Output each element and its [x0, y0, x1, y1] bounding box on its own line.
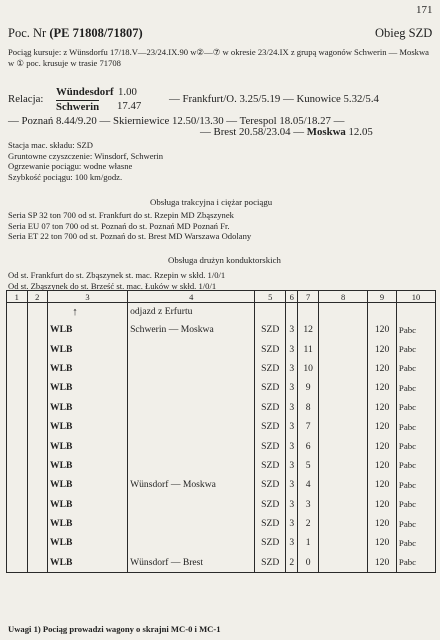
table-cell: [7, 553, 28, 573]
table-cell: SZD: [255, 417, 286, 436]
route3-a: — Brest 20.58/23.04 —: [200, 126, 307, 138]
table-cell: Pabc: [396, 339, 435, 358]
table-cell: [128, 339, 255, 358]
table-cell: [27, 553, 48, 573]
column-header: 6: [286, 291, 298, 303]
table-cell: SZD: [255, 339, 286, 358]
table-cell: [128, 514, 255, 533]
table-cell: SZD: [255, 456, 286, 475]
table-row: [7, 417, 436, 436]
table-cell: Pabc: [396, 378, 435, 397]
departure-note: odjazd z Erfurtu: [128, 303, 255, 321]
relacja-origin-1: Wündesdorf: [56, 86, 114, 98]
table-cell: [128, 456, 255, 475]
table-cell: Pabc: [396, 495, 435, 514]
table-cell: Schwerin — Moskwa: [128, 320, 255, 339]
kursuje-paragraph: Pociąg kursuje: z Wünsdorfu 17/18.V—23/24.IX.90 w②—⑦ w okresie 23/24.IX z grupą wagonów Schwerin — Moskwa w ① poc. krusuje w trasie 71708: [8, 47, 430, 68]
relacja-origin-2: Schwerin: [56, 101, 100, 113]
table-cell: 3: [286, 339, 298, 358]
table-cell: 120: [368, 320, 397, 339]
table-cell: [7, 533, 28, 552]
table-cell: 120: [368, 436, 397, 455]
table-cell: [318, 456, 367, 475]
column-header: 5: [255, 291, 286, 303]
column-header: 7: [298, 291, 319, 303]
table-cell: 120: [368, 378, 397, 397]
table-cell: 0: [298, 553, 319, 573]
page-number: 171: [416, 4, 433, 16]
info-line: Stacja mac. składu: SZD: [8, 140, 93, 150]
table-cell: [27, 456, 48, 475]
table-cell: [27, 514, 48, 533]
trakcja-line: Seria EU 07 ton 700 od st. Poznań do st. Poznań MD Poznań Fr.: [8, 220, 230, 231]
table-cell: SZD: [255, 475, 286, 494]
table-cell: SZD: [255, 495, 286, 514]
table-cell: 120: [368, 495, 397, 514]
table-cell: [318, 533, 367, 552]
table-cell: 2: [286, 553, 298, 573]
table-cell: Pabc: [396, 417, 435, 436]
table-cell: Pabc: [396, 553, 435, 573]
relacja-label: Relacja:: [8, 93, 44, 105]
table-row: [7, 553, 436, 573]
table-cell: 8: [298, 398, 319, 417]
table-cell: Pabc: [396, 533, 435, 552]
table-row: [7, 436, 436, 455]
table-cell: Pabc: [396, 475, 435, 494]
table-cell: SZD: [255, 320, 286, 339]
table-cell: WLB: [48, 378, 128, 397]
table-cell: 120: [368, 514, 397, 533]
table-cell: [318, 398, 367, 417]
table-cell: Pabc: [396, 456, 435, 475]
relacja-route-2: — Poznań 8.44/9.20 — Skierniewice 12.50/13.30 — Terespol 18.05/18.27 —: [8, 115, 345, 127]
table-cell: 120: [368, 417, 397, 436]
table-cell: WLB: [48, 417, 128, 436]
table-row: [7, 533, 436, 552]
table-cell: [318, 475, 367, 494]
table-cell: WLB: [48, 495, 128, 514]
table-cell: 3: [286, 398, 298, 417]
table-cell: [128, 417, 255, 436]
table-cell: 120: [368, 533, 397, 552]
table-cell: [128, 495, 255, 514]
table-cell: 3: [298, 495, 319, 514]
table-row: [7, 514, 436, 533]
column-header: 9: [368, 291, 397, 303]
table-row: [7, 398, 436, 417]
column-header: 10: [396, 291, 435, 303]
table-cell: WLB: [48, 339, 128, 358]
table-cell: [318, 320, 367, 339]
table-row: [7, 378, 436, 397]
table-cell: [27, 475, 48, 494]
table-cell: [318, 378, 367, 397]
table-cell: [7, 398, 28, 417]
route3-b: Moskwa: [306, 126, 346, 138]
table-cell: WLB: [48, 475, 128, 494]
info-line: Szybkość pociągu: 100 km/godz.: [8, 171, 123, 182]
arrow-up-icon: ↑: [72, 305, 78, 318]
table-cell: [318, 359, 367, 378]
column-header: 1: [7, 291, 28, 303]
table-cell: WLB: [48, 553, 128, 573]
table-cell: [128, 436, 255, 455]
table-cell: 120: [368, 359, 397, 378]
table-cell: 3: [286, 514, 298, 533]
table-cell: 3: [286, 378, 298, 397]
table-cell: [318, 514, 367, 533]
trakcja-lines: [8, 210, 251, 242]
table-cell: [7, 378, 28, 397]
composition-table: [6, 290, 436, 573]
table-cell: 3: [286, 320, 298, 339]
table-cell: 3: [286, 456, 298, 475]
table-cell: WLB: [48, 359, 128, 378]
table-cell: 12: [298, 320, 319, 339]
table-cell: 9: [298, 378, 319, 397]
table-cell: 3: [286, 475, 298, 494]
konduktorzy-line: Od st. Frankfurt do st. Zbąszynek st. mac. Rzepin w skłd. 1/0/1: [8, 270, 226, 280]
table-cell: SZD: [255, 398, 286, 417]
table-cell: WLB: [48, 514, 128, 533]
table-row: [7, 475, 436, 494]
table-row: [7, 495, 436, 514]
konduktorzy-heading: Obsługa drużyn konduktorskich: [168, 255, 281, 265]
table-cell: WLB: [48, 533, 128, 552]
relacja-time-2: 17.47: [117, 100, 142, 112]
table-cell: [27, 359, 48, 378]
table-cell: Pabc: [396, 398, 435, 417]
table-row: [7, 320, 436, 339]
table-cell: SZD: [255, 533, 286, 552]
table-cell: 7: [298, 417, 319, 436]
table-cell: [128, 533, 255, 552]
table-cell: WLB: [48, 436, 128, 455]
table-row: [7, 339, 436, 358]
table-cell: [128, 359, 255, 378]
table-cell: [7, 495, 28, 514]
table-cell: [27, 436, 48, 455]
table-cell: WLB: [48, 456, 128, 475]
train-number: (PE 71808/71807): [49, 26, 143, 40]
table-cell: [7, 339, 28, 358]
table-cell: 3: [286, 417, 298, 436]
column-header: 2: [27, 291, 48, 303]
table-cell: [7, 514, 28, 533]
obieg-label: Obieg SZD: [375, 26, 433, 40]
table-cell: [7, 359, 28, 378]
table-cell: 120: [368, 398, 397, 417]
table-cell: 120: [368, 339, 397, 358]
table-cell: 120: [368, 553, 397, 573]
table-row: [7, 456, 436, 475]
table-cell: SZD: [255, 359, 286, 378]
table-cell: [128, 378, 255, 397]
table-cell: SZD: [255, 514, 286, 533]
table-cell: [7, 456, 28, 475]
table-cell: 3: [286, 359, 298, 378]
table-cell: 3: [286, 436, 298, 455]
table-cell: Pabc: [396, 320, 435, 339]
table-cell: [7, 475, 28, 494]
table-cell: 11: [298, 339, 319, 358]
table-cell: Wünsdorf — Moskwa: [128, 475, 255, 494]
info-line: Ogrzewanie pociągu: wodne własne: [8, 161, 133, 171]
table-cell: WLB: [48, 320, 128, 339]
table-cell: Wünsdorf — Brest: [128, 553, 255, 573]
page-title: [8, 26, 143, 41]
table-cell: [27, 533, 48, 552]
relacja-route-3: [200, 126, 373, 138]
trakcja-line: Seria ET 22 ton 700 od st. Poznań do st. Brest MD Warszawa Odolany: [8, 231, 252, 241]
table-cell: 3: [286, 533, 298, 552]
table-cell: 2: [298, 514, 319, 533]
table-cell: [318, 417, 367, 436]
konduktorzy-line: Od st. Zbąszynek do st. Brześć st. mac. Łuków w skłd. 1/0/1: [8, 280, 217, 291]
table-cell: [128, 398, 255, 417]
table-cell: [27, 398, 48, 417]
info-block: [8, 140, 163, 182]
table-cell: SZD: [255, 553, 286, 573]
table-cell: [7, 320, 28, 339]
table-cell: [318, 436, 367, 455]
table-cell: [27, 339, 48, 358]
table-cell: Pabc: [396, 514, 435, 533]
table-cell: 120: [368, 475, 397, 494]
konduktorzy-lines: [8, 270, 225, 291]
table-cell: [27, 378, 48, 397]
route3-c: 12.05: [345, 126, 373, 138]
uwagi-text: 1) Pociąg prowadzi wagony o skrajni MC-0 i MC-1: [33, 624, 221, 634]
table-cell: 5: [298, 456, 319, 475]
trakcja-line: Seria SP 32 ton 700 od st. Frankfurt do st. Rzepin MD Zbąszynek: [8, 210, 234, 220]
table-cell: 3: [286, 495, 298, 514]
uwagi-note: [8, 624, 221, 634]
table-header-row: [7, 291, 436, 303]
column-header: 3: [48, 291, 128, 303]
uwagi-label: Uwagi: [8, 624, 32, 634]
table-cell: [318, 495, 367, 514]
table-cell: [318, 553, 367, 573]
table-cell: WLB: [48, 398, 128, 417]
column-header: 8: [318, 291, 367, 303]
table-cell: [27, 417, 48, 436]
table-cell: [318, 339, 367, 358]
table-cell: [27, 495, 48, 514]
table-row-departure: [7, 303, 436, 321]
table-row: [7, 359, 436, 378]
table-cell: 6: [298, 436, 319, 455]
table-cell: 1: [298, 533, 319, 552]
table-cell: 4: [298, 475, 319, 494]
table-cell: [7, 436, 28, 455]
table-cell: [7, 417, 28, 436]
info-line: Gruntowne czyszczenie: Winsdorf, Schwerin: [8, 150, 164, 161]
table-cell: Pabc: [396, 436, 435, 455]
train-label: Poc. Nr: [8, 26, 47, 40]
trakcja-heading: Obsługa trakcyjna i ciężar pociągu: [150, 197, 273, 207]
relacja-route-1: — Frankfurt/O. 3.25/5.19 — Kunowice 5.32/5.4: [169, 93, 379, 105]
column-header: 4: [128, 291, 255, 303]
table-cell: SZD: [255, 378, 286, 397]
table-cell: Pabc: [396, 359, 435, 378]
relacja-time-1: 1.00: [118, 86, 137, 98]
table-cell: 120: [368, 456, 397, 475]
table-cell: 10: [298, 359, 319, 378]
table-cell: SZD: [255, 436, 286, 455]
table-cell: [27, 320, 48, 339]
